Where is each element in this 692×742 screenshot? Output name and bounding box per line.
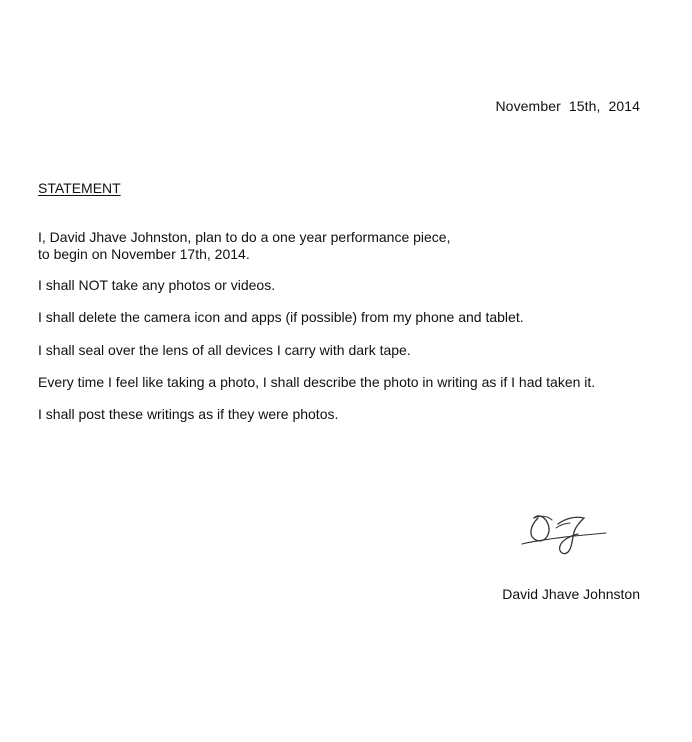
statement-seal-lens: I shall seal over the lens of all devices I carry with dark tape. [38, 342, 411, 358]
statement-describe-photo: Every time I feel like taking a photo, I shall describe the photo in writing as if I had taken it. [38, 374, 596, 390]
handwritten-signature [518, 506, 610, 556]
intro-line: I, David Jhave Johnston, plan to do a one year performance piece, [38, 229, 451, 245]
statement-heading: STATEMENT [38, 180, 121, 196]
signer-name: David Jhave Johnston [502, 586, 640, 602]
statement-delete-camera: I shall delete the camera icon and apps (if possible) from my phone and tablet. [38, 309, 524, 325]
statement-post-writings: I shall post these writings as if they were photos. [38, 406, 339, 422]
intro-paragraph [38, 229, 450, 263]
intro-line: to begin on November 17th, 2014. [38, 246, 250, 262]
statement-no-photos: I shall NOT take any photos or videos. [38, 277, 276, 293]
statement-date: November 15th, 2014 [495, 98, 640, 114]
